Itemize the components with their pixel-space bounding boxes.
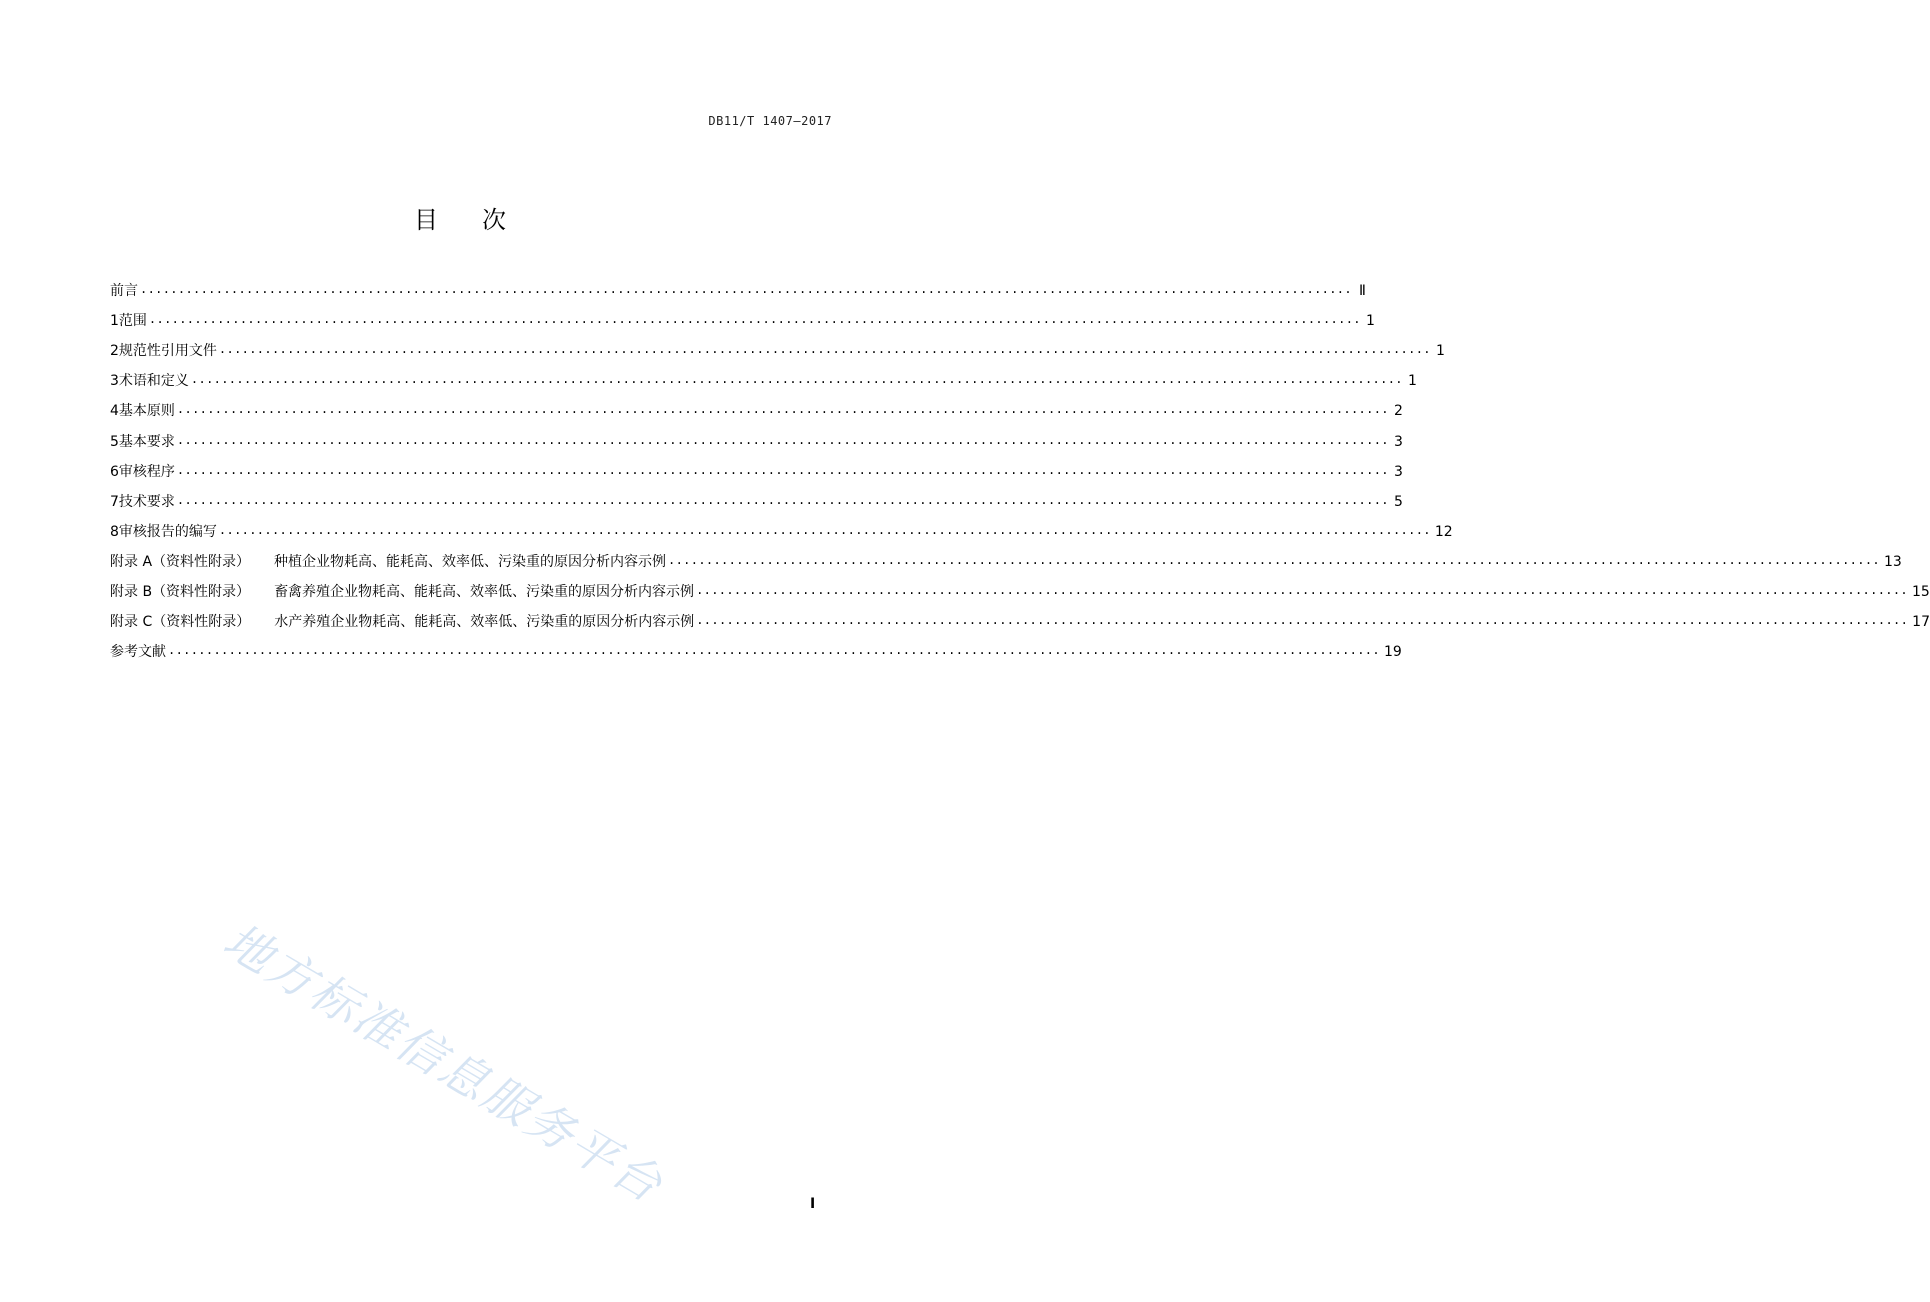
toc-appendix-title: 水产养殖企业物耗高、能耗高、效率低、污染重的原因分析内容示例: [274, 614, 695, 631]
table-of-contents: [110, 276, 1930, 667]
toc-number: 7: [110, 493, 119, 510]
toc-page: 13: [1883, 553, 1902, 570]
toc-label: 技术要求: [118, 493, 175, 510]
toc-leader: ................................................................................................................................................................: [176, 462, 1389, 477]
toc-label: 审核程序: [118, 463, 175, 480]
title-char-1: 目: [414, 206, 438, 234]
toc-page: 1: [1407, 373, 1417, 390]
page-title: [0, 200, 920, 235]
toc-leader: ................................................................................................................................................................: [176, 492, 1389, 507]
toc-entry-7[interactable]: [110, 487, 1403, 517]
toc-leader: ................................................................................................................................................................: [176, 402, 1389, 417]
title-char-2: 次: [482, 206, 506, 234]
toc-entry-foreword[interactable]: [110, 276, 1366, 306]
toc-leader: ................................................................................................................................................................: [168, 643, 1380, 658]
toc-leader: ................................................................................................................................................................: [696, 582, 1908, 597]
toc-label: 基本要求: [118, 433, 175, 450]
toc-label: 前言: [110, 283, 138, 300]
toc-appendix-title: 种植企业物耗高、能耗高、效率低、污染重的原因分析内容示例: [274, 553, 667, 570]
toc-entry-appendix-a[interactable]: [110, 547, 1902, 577]
toc-entry-8[interactable]: [110, 517, 1453, 547]
toc-label: 附录 B（资料性附录）: [110, 583, 251, 600]
toc-label: 基本原则: [118, 403, 175, 420]
toc-number: 1: [110, 313, 119, 330]
toc-page: 2: [1393, 403, 1403, 420]
toc-number: 5: [110, 433, 119, 450]
toc-page: Ⅱ: [1359, 283, 1366, 300]
toc-label: 附录 A（资料性附录）: [110, 553, 251, 570]
toc-entry-5[interactable]: [110, 426, 1403, 456]
toc-number: 8: [110, 523, 119, 540]
toc-page: 3: [1393, 463, 1403, 480]
toc-page: 1: [1435, 343, 1445, 360]
toc-label: 附录 C（资料性附录）: [110, 614, 251, 631]
toc-entry-appendix-b[interactable]: [110, 577, 1930, 607]
toc-entry-appendix-c[interactable]: [110, 607, 1930, 637]
toc-leader: ................................................................................................................................................................: [218, 342, 1431, 357]
toc-page: 3: [1393, 433, 1403, 450]
toc-page: 17: [1912, 614, 1930, 631]
toc-label: 审核报告的编写: [118, 523, 217, 540]
toc-entry-references[interactable]: [110, 637, 1402, 667]
toc-label: 参考文献: [110, 644, 166, 661]
toc-leader: ................................................................................................................................................................: [176, 432, 1389, 447]
toc-label: 范围: [118, 313, 147, 330]
toc-page: 12: [1434, 523, 1453, 540]
toc-label: 规范性引用文件: [118, 343, 217, 360]
toc-label: 术语和定义: [118, 373, 189, 390]
toc-leader: ................................................................................................................................................................: [140, 282, 1352, 297]
toc-leader: ................................................................................................................................................................: [696, 613, 1909, 628]
toc-leader: ................................................................................................................................................................: [190, 372, 1403, 387]
watermark: 地方标准信息服务平台: [214, 913, 673, 1215]
toc-number: 4: [110, 403, 119, 420]
toc-number: 2: [110, 343, 119, 360]
toc-page: 15: [1912, 583, 1930, 600]
toc-appendix-title: 畜禽养殖企业物耗高、能耗高、效率低、污染重的原因分析内容示例: [274, 583, 695, 600]
standard-code: DB11/T 1407—2017: [708, 114, 832, 128]
toc-leader: ................................................................................................................................................................: [218, 522, 1431, 537]
toc-leader: ................................................................................................................................................................: [148, 312, 1361, 327]
toc-number: 3: [110, 373, 119, 390]
toc-page: 1: [1365, 313, 1375, 330]
toc-number: 6: [110, 463, 119, 480]
toc-entry-1[interactable]: [110, 306, 1375, 336]
toc-entry-3[interactable]: [110, 366, 1417, 396]
toc-entry-6[interactable]: [110, 457, 1403, 487]
toc-page: 5: [1393, 493, 1403, 510]
toc-entry-2[interactable]: [110, 336, 1445, 366]
toc-leader: ................................................................................................................................................................: [668, 552, 1880, 567]
toc-page: 19: [1383, 644, 1402, 661]
page-number: I: [810, 1196, 816, 1212]
toc-entry-4[interactable]: [110, 396, 1403, 426]
